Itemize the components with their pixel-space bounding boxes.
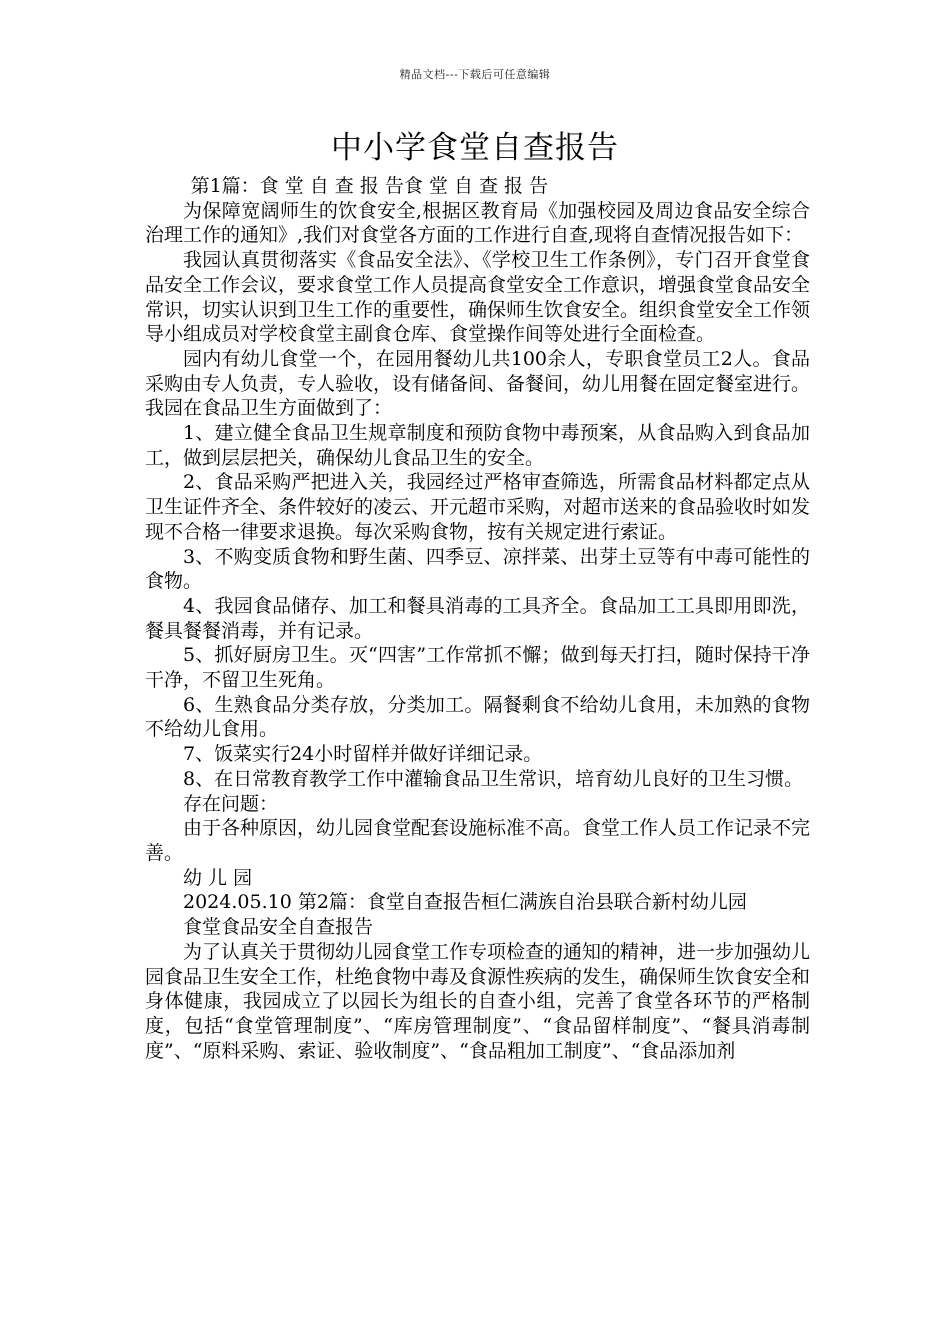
page-header-watermark: 精品文档---下载后可任意编辑 [399, 68, 551, 81]
document-title: 中小学食堂自查报告 [331, 130, 619, 166]
paragraph-2: 我园认真贯彻落实《食品安全法》、《学校卫生工作条例》，专门召开食堂食品安全工作会议，要求食堂工作人员提高食堂安全工作意识，增强食堂食品安全常识，切实认识到卫生工作的重要性，确保师生饮食安全。组织食堂安全工作领导小组成员对学校食堂主副食仓库、食堂操作间等处进行全面检查。 [145, 249, 811, 346]
paragraph-11: 8、在日常教育教学工作中灌输食品卫生常识，培育幼儿良好的卫生习惯。 [183, 767, 804, 790]
part2-subtitle: 食堂食品安全自查报告 [183, 916, 374, 939]
date-and-part2-heading: 2024.05.10 第2篇：食堂自查报告桓仁满族自治县联合新村幼儿园 [183, 891, 747, 914]
paragraph-3: 园内有幼儿食堂一个，在园用餐幼儿共100余人，专职食堂员工2人。食品采购由专人负责，专人验收，设有储备间、备餐间，幼儿用餐在固定餐室进行。我园在食品卫生方面做到了： [145, 347, 811, 420]
paragraph-9: 6、生熟食品分类存放，分类加工。隔餐剩食不给幼儿食用，未加熟的食物不给幼儿食用。 [145, 693, 810, 741]
document-body [145, 174, 810, 1063]
paragraph-7: 4、我园食品储存、加工和餐具消毒的工具齐全。食品加工工具即用即洗，餐具餐餐消毒，并有记录。 [145, 594, 810, 642]
paragraph-5: 2、食品采购严把进入关，我园经过严格审查筛选，所需食品材料都定点从卫生证件齐全、条件较好的凌云、开元超市采购，对超市送来的食品验收时如发现不合格一律要求退换。每次采购食物，按有关规定进行索证。 [145, 471, 811, 543]
paragraph-6: 3、不购变质食物和野生菌、四季豆、凉拌菜、出芽土豆等有中毒可能性的食物。 [145, 545, 810, 593]
paragraph-13: 由于各种原因，幼儿园食堂配套设施标准不高。食堂工作人员工作记录不完善。 [145, 817, 811, 864]
paragraph-10: 7、饭菜实行24小时留样并做好详细记录。 [183, 743, 543, 766]
part2-paragraph-1: 为了认真关于贯彻幼儿园食堂工作专项检查的通知的精神，进一步加强幼儿园食品卫生安全工作，杜绝食物中毒及食源性疾病的发生，确保师生饮食安全和身体健康，我园成立了以园长为组长的自查小组，完善了食堂各环节的严格制度，包括“食堂管理制度”、“库房管理制度”、“食品留样制度”、“餐具消毒制度”、“原料采购、索证、验收制度”、“食品粗加工制度”、“食品添加剂 [145, 940, 811, 1062]
paragraph-1: 为保障宽阔师生的饮食安全,根据区教育局《加强校园及周边食品安全综合治理工作的通知》,我们对食堂各方面的工作进行自查,现将自查情况报告如下： [145, 199, 810, 247]
part1-heading: 第1篇：食 堂 自 查 报 告食 堂 自 查 报 告 [190, 175, 549, 197]
paragraph-8: 5、抓好厨房卫生。灭“四害”工作常抓不懈；做到每天打扫，随时保持干净干净，不留卫生死角。 [145, 644, 810, 692]
paragraph-4: 1、建立健全食品卫生规章制度和预防食物中毒预案，从食品购入到食品加工，做到层层把关，确保幼儿食品卫生的安全。 [145, 422, 810, 469]
signature: 幼 儿 园 [183, 866, 253, 889]
paragraph-12: 存在问题： [183, 792, 279, 815]
